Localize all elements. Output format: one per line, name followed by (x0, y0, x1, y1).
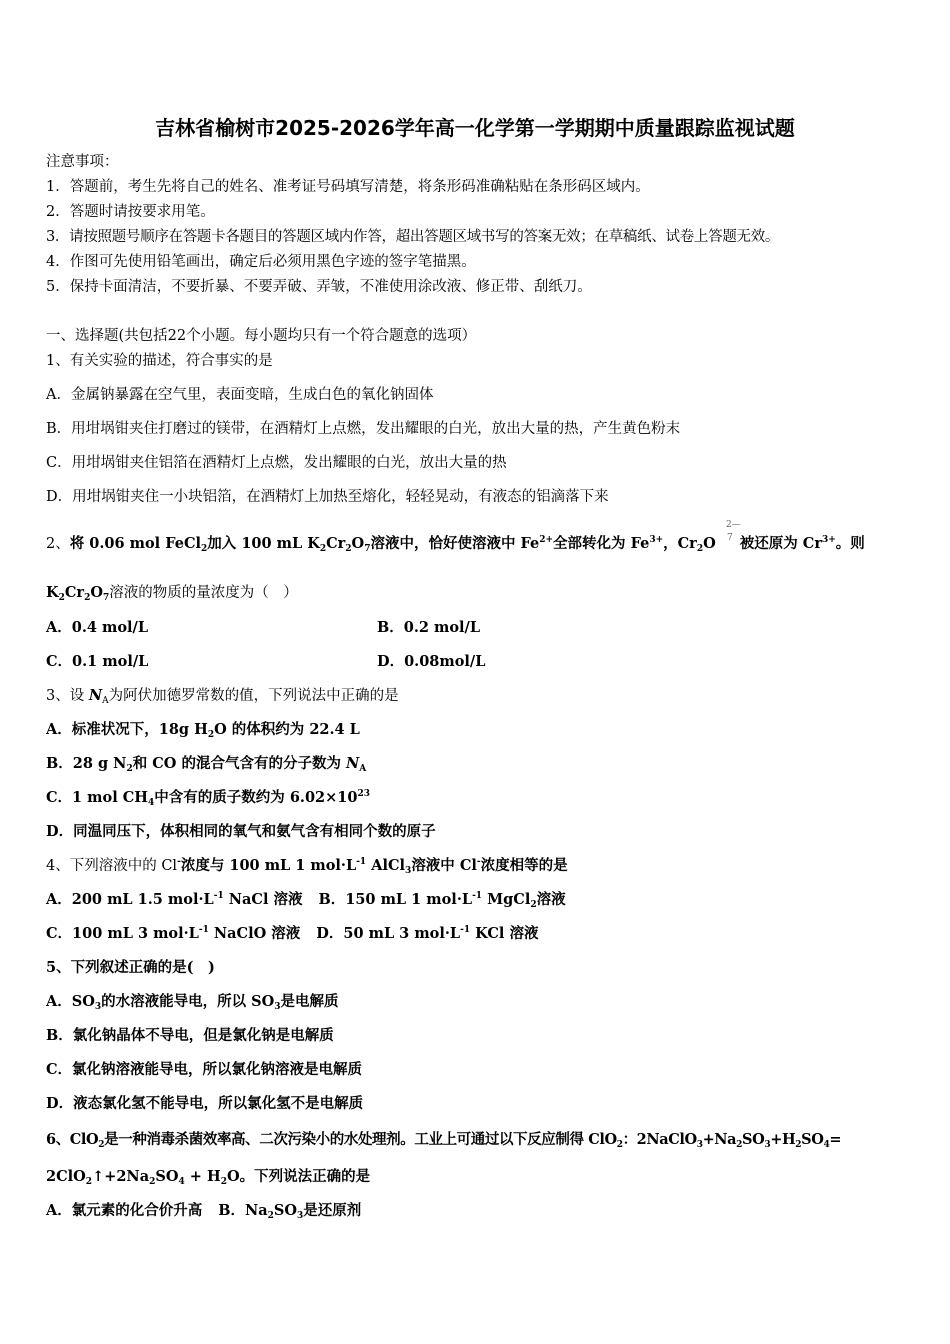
q6-option-a: A．氯元素的化合价升高 (46, 1202, 203, 1219)
q6-stem: 6、ClO$_2$是一种消毒杀菌效率高、二次污染小的水处理剂。工业上可通过以下反应制得 ClO$_2$：$2NaClO_3+Na_2SO_3+H_2SO_4=$ (46, 1131, 842, 1150)
q3-option-b: B．28 g $N_2$和 CO 的混合气含有的分子数为 $N_A$ (46, 755, 367, 774)
q4-option-a: A．200 mL 1.5 $mol\cdot L^{-1}$ NaCl 溶液 (46, 891, 303, 908)
q2-option-c: C．0.1 mol/L (46, 653, 149, 670)
q4-option-b: B．150 mL 1 $mol\cdot L^{-1}$ MgCl$_2$溶液 (318, 891, 566, 910)
q2-num: 2、 (46, 536, 70, 552)
q2-stem-line2: $K_2Cr_2O_7$溶液的物质的量浓度为（ ） (46, 584, 298, 603)
q5-option-b: B．氯化钠晶体不导电，但是氯化钠是电解质 (46, 1027, 334, 1044)
q6-stem-line2: $2ClO_2↑+2Na_2SO_4 + H_2O$。下列说法正确的是 (46, 1168, 371, 1187)
notice-item-2: 2．答题时请按要求用笔。 (46, 204, 215, 220)
q5-option-a: A．$SO_3$的水溶液能导电，所以 $SO_3$是电解质 (46, 993, 339, 1012)
q3-option-a: A．标准状况下，18g $H_2O$ 的体积约为 22.4 L (46, 721, 360, 740)
q5-option-d: D．液态氯化氢不能导电，所以氯化氢不是电解质 (46, 1095, 364, 1112)
section-heading: 一、选择题(共包括22个小题。每小题均只有一个符合题意的选项） (46, 328, 477, 344)
notice-item-1: 1．答题前，考生先将自己的姓名、准考证号码填写清楚，将条形码准确粘贴在条形码区域内。 (46, 179, 650, 195)
q2-option-a: A．0.4 mol/L (46, 619, 149, 636)
q4-option-c: C．100 mL 3 $mol\cdot L^{-1}$ NaClO 溶液 (46, 925, 301, 942)
q4-options-ab (46, 890, 566, 910)
exam-title: 吉林省榆树市2025-2026学年高一化学第一学期期中质量跟踪监视试题 (155, 116, 795, 140)
notice-heading: 注意事项： (46, 154, 119, 170)
q6-option-b: B．$Na_2SO_3$是还原剂 (218, 1202, 362, 1221)
notice-item-3: 3．请按照题号顺序在答题卡各题目的答题区域内作答，超出答题区域书写的答案无效；在草稿纸、试卷上答题无效。 (46, 229, 780, 245)
notice-item-5: 5．保持卡面清洁，不要折暴、不要弄破、弄皱，不准使用涂改液、修正带、刮纸刀。 (46, 279, 592, 295)
q3-stem: 3、设 $N_A$为阿伏加德罗常数的值，下列说法中正确的是 (46, 687, 399, 706)
q4-options-cd (46, 924, 538, 944)
q1-option-b: B．用坩埚钳夹住打磨过的镁带，在酒精灯上点燃，发出耀眼的白光，放出大量的热，产生黄色粉末 (46, 421, 681, 437)
q2-text: 将 0.06 mol FeCl$_2$加入 100 mL $K_2Cr_2O_7$溶液中，恰好使溶液中 $Fe^{2+}$全部转化为 $Fe^{3+}$，$Cr_2O$ 被还原为 $Cr^{3+}$。则 (69, 535, 865, 554)
q3-option-d: D．同温同压下，体积相同的氧气和氨气含有相同个数的原子 (46, 823, 436, 840)
q5-option-c: C．氯化钠溶液能导电，所以氯化钠溶液是电解质 (46, 1061, 363, 1078)
notice-item-4: 4．作图可先使用铅笔画出，确定后必须用黑色字迹的签字笔描黑。 (46, 254, 476, 270)
q4-stem: 4、下列溶液中的 Cl-浓度与 100 mL 1 $mol\cdot L^{-1}$ AlCl$_3$溶液中 Cl-浓度相等的是 (46, 857, 568, 876)
q2-stem (46, 534, 865, 554)
q2-dichromate-charge: 2— (726, 520, 741, 530)
q1-option-a: A．金属钠暴露在空气里，表面变暗，生成白色的氧化钠固体 (46, 387, 434, 403)
q2-option-b: B．0.2 mol/L (377, 619, 481, 636)
q1-option-d: D．用坩埚钳夹住一小块铝箔，在酒精灯上加热至熔化，轻轻晃动，有液态的铝滴落下来 (46, 489, 609, 505)
q3-option-c: C．1 mol $CH_4$中含有的质子数约为 $6.02\times 10^{23}$ (46, 789, 370, 808)
q1-stem: 1、有关实验的描述，符合事实的是 (46, 353, 273, 369)
q4-option-d: D．50 mL 3 $mol\cdot L^{-1}$ KCl 溶液 (316, 925, 539, 942)
q5-stem: 5、下列叙述正确的是( ) (46, 959, 215, 976)
q6-options-ab (46, 1201, 361, 1221)
q1-option-c: C．用坩埚钳夹住铝箔在酒精灯上点燃，发出耀眼的白光，放出大量的热 (46, 455, 507, 471)
q2-dichromate-sub: 7 (727, 533, 733, 543)
q2-option-d: D．0.08mol/L (377, 653, 486, 670)
